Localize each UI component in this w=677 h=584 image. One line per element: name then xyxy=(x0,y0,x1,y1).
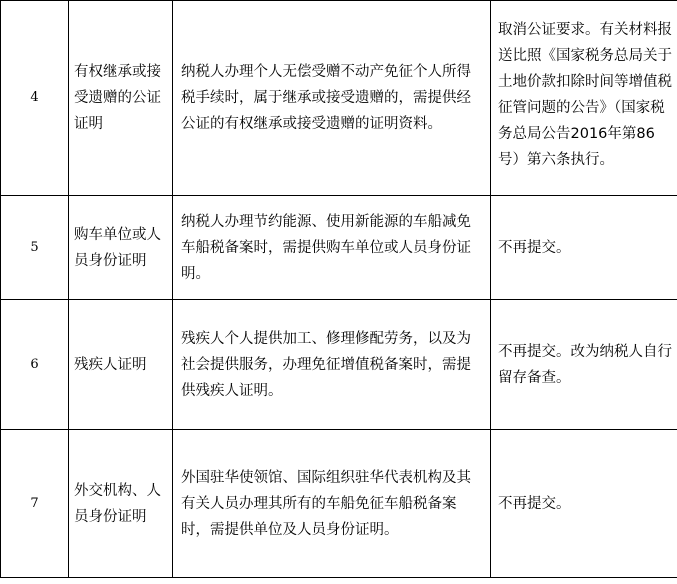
description-cell xyxy=(173,1,491,196)
description-text: 纳税人办理个人无偿受赠不动产免征个人所得税手续时，属于继承或接受遗赠的，需提供经公证的有权继承或接受遗赠的证明资料。 xyxy=(181,64,471,132)
row-number-cell: 5 xyxy=(1,196,69,300)
handling-cell xyxy=(491,1,677,196)
handling-text: 不再提交。 xyxy=(498,239,571,256)
handling-cell xyxy=(491,300,677,430)
document-name: 残疾人证明 xyxy=(74,356,147,373)
document-name-cell xyxy=(69,300,173,430)
row-number-cell: 7 xyxy=(1,430,69,578)
description-text: 纳税人办理节约能源、使用新能源的车船减免车船税备案时，需提供购车单位或人员身份证明。 xyxy=(181,213,471,282)
description-text: 外国驻华使领馆、国际组织驻华代表机构及其有关人员办理其所有的车船免征车船税备案时，需提供单位及人员身份证明。 xyxy=(181,469,471,538)
table-row xyxy=(1,430,677,578)
row-number-cell: 6 xyxy=(1,300,69,430)
document-name-cell xyxy=(69,1,173,196)
description-cell xyxy=(173,300,491,430)
handling-text: 不再提交。改为纳税人自行留存备查。 xyxy=(498,343,672,386)
handling-text: 取消公证要求。有关材料报送比照《国家税务总局关于土地价款扣除时间等增值税征管问题的公告》（国家税务总局公告2016年第86号）第六条执行。 xyxy=(498,22,672,168)
handling-text: 不再提交。 xyxy=(498,495,571,512)
document-name: 外交机构、人员身份证明 xyxy=(74,482,161,525)
row-number-cell: 4 xyxy=(1,1,69,196)
description-text: 残疾人个人提供加工、修理修配劳务，以及为社会提供服务，办理免征增值税备案时，需提供残疾人证明。 xyxy=(181,330,471,399)
table-row xyxy=(1,196,677,300)
handling-cell xyxy=(491,196,677,300)
document-name-cell xyxy=(69,430,173,578)
document-name: 购车单位或人员身份证明 xyxy=(74,226,161,269)
description-cell xyxy=(173,196,491,300)
description-cell xyxy=(173,430,491,578)
document-name: 有权继承或接受遗赠的公证证明 xyxy=(74,64,161,132)
handling-cell xyxy=(491,430,677,578)
table-row xyxy=(1,1,677,196)
table-row xyxy=(1,300,677,430)
document-name-cell xyxy=(69,196,173,300)
